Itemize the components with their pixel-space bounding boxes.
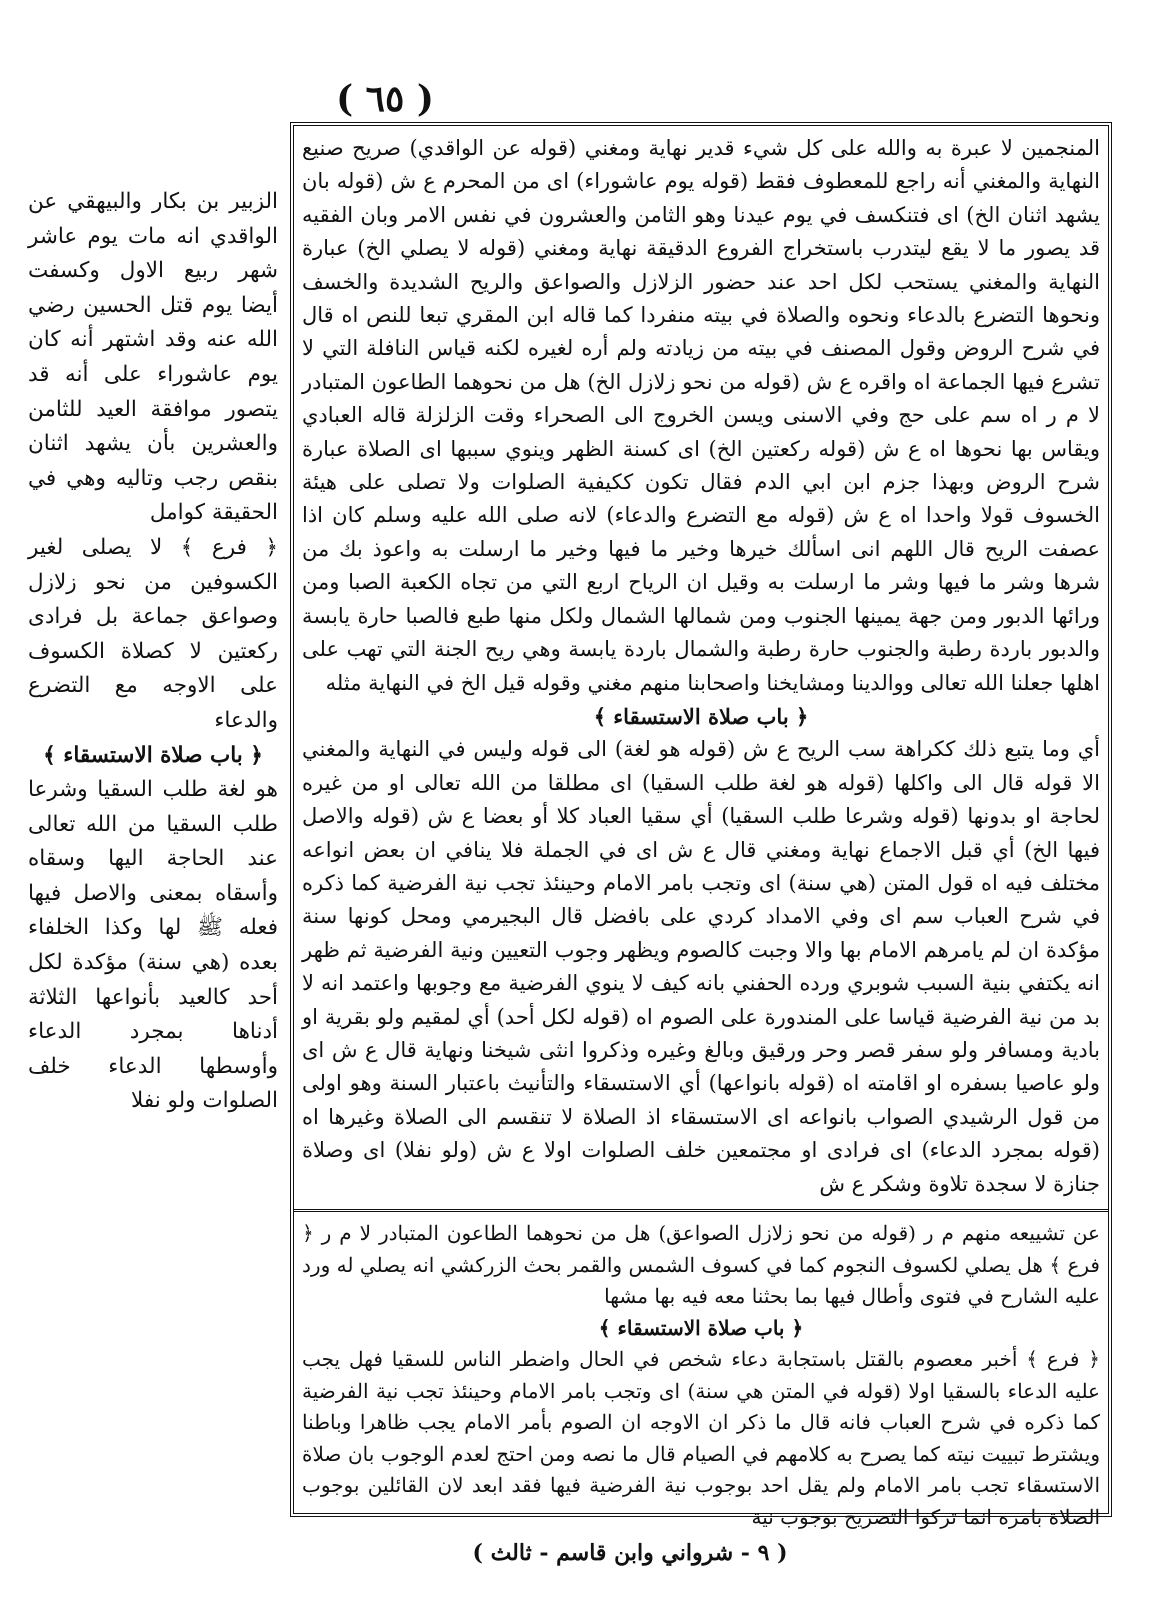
footnote-paragraph: ﴿ فرع ﴾ أخبر معصوم بالقتل باستجابة دعاء شخص في الحال واضطر الناس للسقيا فهل يجب عليه الدعاء بالسقيا اولا (قوله في المتن هي سنة) اى وتجب بامر الامام وحينئذ تجب نية الفرضية كما ذكره في شرح العباب فانه قال ما ذكر ان الاوجه ان الصوم بأمر الامام يجب ظاهرا وباطنا ويشترط تبييت نيته كما يصرح به كلامهم في الصيام قال ما نصه ومن احتج لعدم الوجوب بان صلاة الاستسقاء تجب بامر الامام ولم يقل احد بوجوب نية الفرضية فيها فقد ابعد لان القائلين بوجوب الصلاة بامره انما تركوا التصريح بوجوب نية: [302, 1347, 1100, 1529]
margin-paragraph: هو لغة طلب السقيا وشرعا طلب السقيا من الله تعالى عند الحاجة اليها وسقاه وأسقاه بمعنى والاصل فيها فعله ﷺ لها وكذا الخلفاء بعده (هي سنة) مؤكدة لكل أحد كالعيد بأنواعها الثلاثة أدناها بمجرد الدعاء وأوسطها الدعاء خلف الصلوات ولو نفلا: [28, 777, 278, 1114]
margin-paragraph: ﴿ فرع ﴾ لا يصلى لغير الكسوفين من نحو زلازل وصواعق جماعة بل فرادى ركعتين لا كصلاة الكسوف على الاوجه مع التضرع والدعاء: [28, 534, 278, 733]
footnote-heading: ﴿ باب صلاة الاستسقاء ﴾: [598, 1315, 804, 1340]
footnote-paragraph: عن تشييعه منهم م ر (قوله من نحو زلازل الصواعق) هل من نحوهما الطاعون المتبادر لا م ر ﴿ فرع ﴾ هل يصلي لكسوف النجوم كما في كسوف الشمس والقمر بحث الزركشي انه يصلي له ورد عليه الشارح في فتوى وأطال فيها بما بحثنا معه فيه بها مشها: [302, 1221, 1100, 1308]
section-heading: ﴿ باب صلاة الاستسقاء ﴾: [593, 703, 809, 729]
divider: [294, 1209, 1108, 1212]
page-number: ( ٦٥ ): [336, 78, 434, 120]
footnote: [302, 1218, 1100, 1529]
margin-heading: ﴿ باب صلاة الاستسقاء ﴾: [43, 742, 263, 768]
margin-text: [28, 185, 278, 1335]
main-frame: [290, 122, 1112, 1529]
main-text: [302, 132, 1100, 1207]
margin-paragraph: الزبير بن بكار والبيهقي عن الواقدي انه مات يوم عاشر شهر ربيع الاول وكسفت أيضا يوم قتل الحسين رضي الله عنه وقد اشتهر أنه كان يوم عاشوراء على أنه قد يتصور موافقة العيد للثامن والعشرين بأن يشهد اثنان بنقص رجب وتاليه وهي في الحقيقة كوامل: [28, 189, 278, 526]
page-footer: ( ٩ - شرواني وابن قاسم - ثالث ): [472, 1540, 788, 1566]
main-paragraph: أي وما يتبع ذلك ككراهة سب الريح ع ش (قوله هو لغة) الى قوله وليس في النهاية والمغني الا قوله قال الى واكلها (قوله هو لغة طلب السقيا) اى مطلقا من الله تعالى او من غيره لحاجة او بدونها (قوله وشرعا طلب السقيا) أي سقيا العباد كلا أو بعضا ع ش (قوله والاصل فيها الخ) أي قبل الاجماع نهاية ومغني قال ع ش اى في الجملة فلا ينافي ان بعض انواعه مختلف فيه اه قول المتن (هي سنة) اى وتجب بامر الامام وحينئذ تجب نية الفرضية كما ذكره في شرح العباب سم اى وفي الامداد كردي على بافضل قال البجيرمي ومحل كونها سنة مؤكدة ان لم يامرهم الامام بها والا وجبت كالصوم ويظهر وجوب التعيين ونية الفرضية ثم ظهر انه يكتفي بنية السبب شوبري ورده الحفني بانه كيف لا ينوي الفرضية مع وجوبها واعتمد انه لا بد من نية الفرضية قياسا على المندورة على الصوم اه (قوله لكل أحد) أي لمقيم ولو بقرية او بادية ومسافر ولو سفر قصر وحر ورقيق وبالغ وغيره وذكروا انثى شيخنا ونهاية قال ع ش اى ولو عاصيا بسفره او اقامته اه (قوله بانواعها) أي الاستسقاء والتأنيث باعتبار السنة وهو اولى من قول الرشيدي الصواب بانواعه اى الاستسقاء اذ الصلاة لا تنقسم الى الصلاة وغيرها اه (قوله بمجرد الدعاء) اى فرادى او مجتمعين خلف الصلوات اولا ع ش (ولو نفلا) اى وصلاة جنازة لا سجدة تلاوة وشكر ع ش: [302, 737, 1100, 1196]
main-paragraph: المنجمين لا عبرة به والله على كل شيء قدير نهاية ومغني (قوله عن الواقدي) صريح صنيع النهاية والمغني أنه راجع للمعطوف فقط (قوله يوم عاشوراء) اى من المحرم ع ش (قوله بان يشهد اثنان الخ) اى فتنكسف في يوم عيدنا وهو الثامن والعشرون في نفس الامر وبان الفقيه قد يصور ما لا يقع ليتدرب باستخراج الفروع الدقيقة نهاية ومغني (قوله لا يصلي الخ) عبارة النهاية والمغني يستحب لكل احد عند حضور الزلازل والصواعق والريح الشديدة والخسف ونحوها التضرع بالدعاء ونحوه والصلاة في بيته منفردا كما قاله ابن المقري تبعا للنص اه قال في شرح الروض وقول المصنف في بيته من زيادته ولم أره لغيره لكنه قياس النافلة التي لا تشرع فيها الجماعة اه واقره ع ش (قوله من نحو زلازل الخ) هل من نحوهما الطاعون المتبادر لا م ر اه سم على حج وفي الاسنى ويسن الخروج الى الصحراء وقت الزلزلة قاله العبادي ويقاس بها نحوها اه ع ش (قوله ركعتين الخ) اى كسنة الظهر وينوي سببها اى الصلاة عبارة شرح الروض وبهذا جزم ابن ابي الدم فقال تكون ككيفية الصلوات ولا تصلى على هيئة الخسوف قولا واحدا اه ع ش (قوله مع التضرع والدعاء) لانه صلى الله عليه وسلم كان اذا عصفت الريح قال اللهم انى اسألك خيرها وخير ما فيها وخير ما ارسلت به واعوذ بك من شرها وشر ما فيها وشر ما ارسلت به وقيل ان الرياح اربع التي من تجاه الكعبة الصبا ومن ورائها الدبور ومن جهة يمينها الجنوب ومن شمالها الشمال ولكل منها طبع فالصبا حارة يابسة والدبور باردة رطبة والجنوب حارة رطبة والشمال باردة يابسة وهي ريح الجنة التي تهب على اهلها جعلنا الله تعالى ووالدينا ومشايخنا واصحابنا منهم مغني وقوله قيل الخ في النهاية مثله: [302, 136, 1100, 695]
